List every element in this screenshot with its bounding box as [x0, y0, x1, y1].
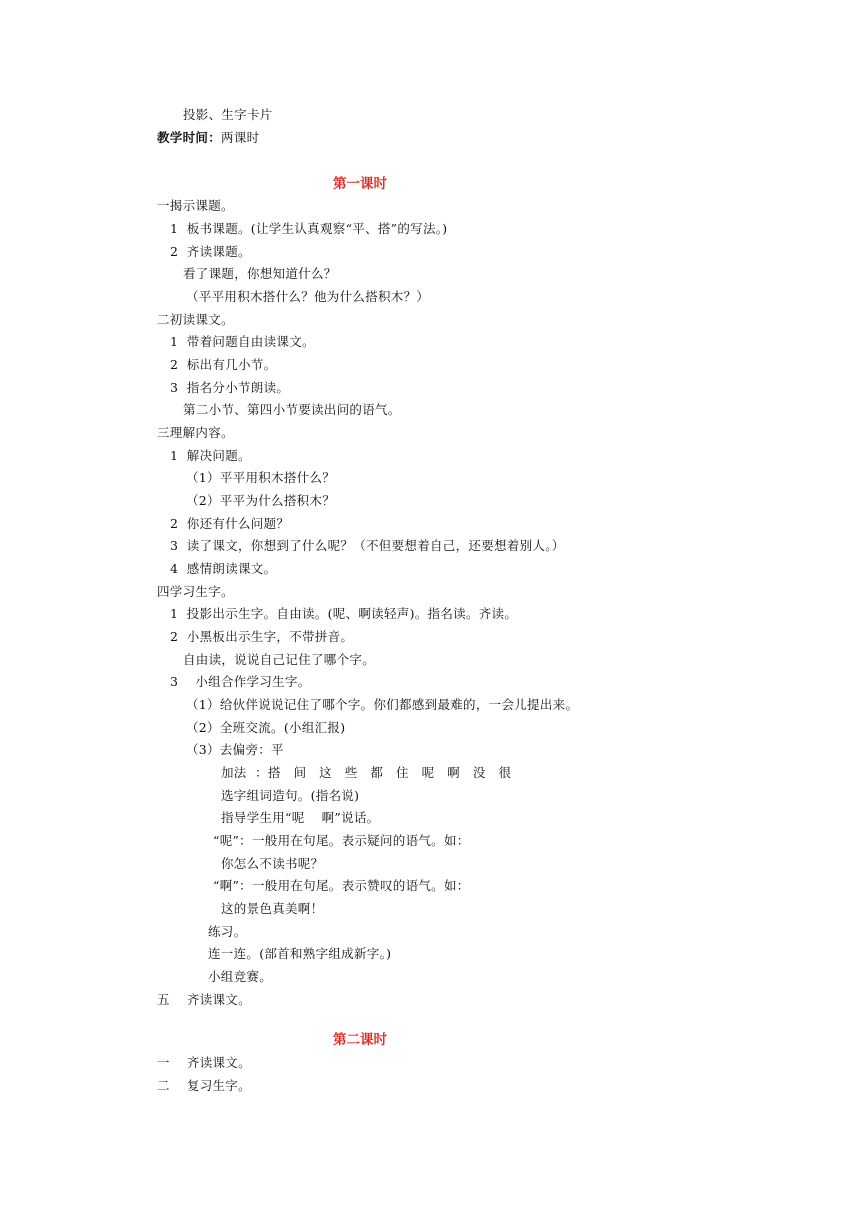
lesson-1-line: 3 指名分小节朗读。	[170, 380, 290, 395]
lesson-1-line: 指导学生用“呢 啊”说话。	[221, 810, 380, 825]
lesson-1-line: 五 齐读课文。	[157, 992, 251, 1007]
lesson-1-line: 第二小节、第四小节要读出问的语气。	[183, 402, 401, 417]
lesson-2-line: 二 复习生字。	[157, 1078, 251, 1093]
lesson-1-line: （3）去偏旁：平	[186, 742, 284, 757]
lesson-1-line: 1 带着问题自由读课文。	[170, 334, 315, 349]
lesson-1-line: 小组竞赛。	[208, 969, 273, 984]
lesson-1-line: （1）给伙伴说说记住了哪个字。你们都感到最难的，一会儿提出来。	[186, 697, 579, 712]
teaching-time	[157, 130, 259, 146]
lesson-1-line: 2 标出有几小节。	[170, 357, 277, 372]
lesson-1-line: 一揭示课题。	[157, 198, 234, 213]
lesson-1-line: 2 齐读课题。	[170, 244, 251, 259]
lesson-1-line: 1 板书课题。(让学生认真观察“平、搭”的写法。)	[170, 221, 448, 236]
lesson-1-line: 3 读了课文，你想到了什么呢？（不但要想着自己，还要想着别人。）	[170, 538, 565, 553]
lesson-1-line: 这的景色真美啊！	[221, 901, 324, 916]
lesson-1-line: 二初读课文。	[157, 312, 234, 327]
lesson-1-title: 第一课时	[333, 176, 387, 192]
lesson-1-line: 看了课题，你想知道什么？	[183, 266, 337, 281]
lesson-1-line: “呢”：一般用在句尾。表示疑问的语气。如：	[213, 833, 470, 848]
lesson-1-line: 2 小黑板出示生字，不带拼音。	[170, 629, 354, 644]
lesson-1-line: 1 投影出示生字。自由读。(呢、啊读轻声)。指名读。齐读。	[170, 606, 518, 621]
lesson-1-line: （1）平平用积木搭什么？	[186, 470, 336, 485]
lesson-1-line: 3 小组合作学习生字。	[170, 674, 311, 689]
lesson-1-line: （平平用积木搭什么？他为什么搭积木？）	[186, 289, 430, 304]
lesson-1-line: 1 解决问题。	[170, 448, 251, 463]
lesson-1-line: 三理解内容。	[157, 425, 234, 440]
teaching-time-label: 教学时间：	[157, 130, 222, 145]
lesson-1-line: 4 感情朗读课文。	[170, 561, 277, 576]
lesson-1-line: （2）全班交流。(小组汇报)	[186, 720, 346, 735]
lesson-1-line: （2）平平为什么搭积木？	[186, 493, 336, 508]
lesson-2-heading	[0, 1031, 720, 1049]
lesson-1-heading	[0, 175, 720, 193]
lesson-1-line: 选字组词造句。(指名说)	[221, 788, 360, 803]
lesson-2-title: 第二课时	[333, 1032, 387, 1048]
lesson-1-line: 连一连。(部首和熟字组成新字。)	[208, 946, 392, 961]
lesson-1-line: 2 你还有什么问题？	[170, 516, 290, 531]
lesson-1-line: 练习。	[208, 924, 247, 939]
lesson-1-line: 自由读，说说自己记住了哪个字。	[183, 652, 376, 667]
lesson-2-line: 一 齐读课文。	[157, 1055, 251, 1070]
teaching-materials: 投影、生字卡片	[183, 107, 273, 122]
lesson-1-line: 加法 ：搭 间 这 些 都 住 呢 啊 没 很	[221, 765, 512, 780]
lesson-1-line: 你怎么不读书呢？	[221, 856, 324, 871]
lesson-1-line: “啊”：一般用在句尾。表示赞叹的语气。如：	[213, 878, 470, 893]
lesson-1-line: 四学习生字。	[157, 584, 234, 599]
teaching-time-value: 两课时	[221, 130, 260, 145]
